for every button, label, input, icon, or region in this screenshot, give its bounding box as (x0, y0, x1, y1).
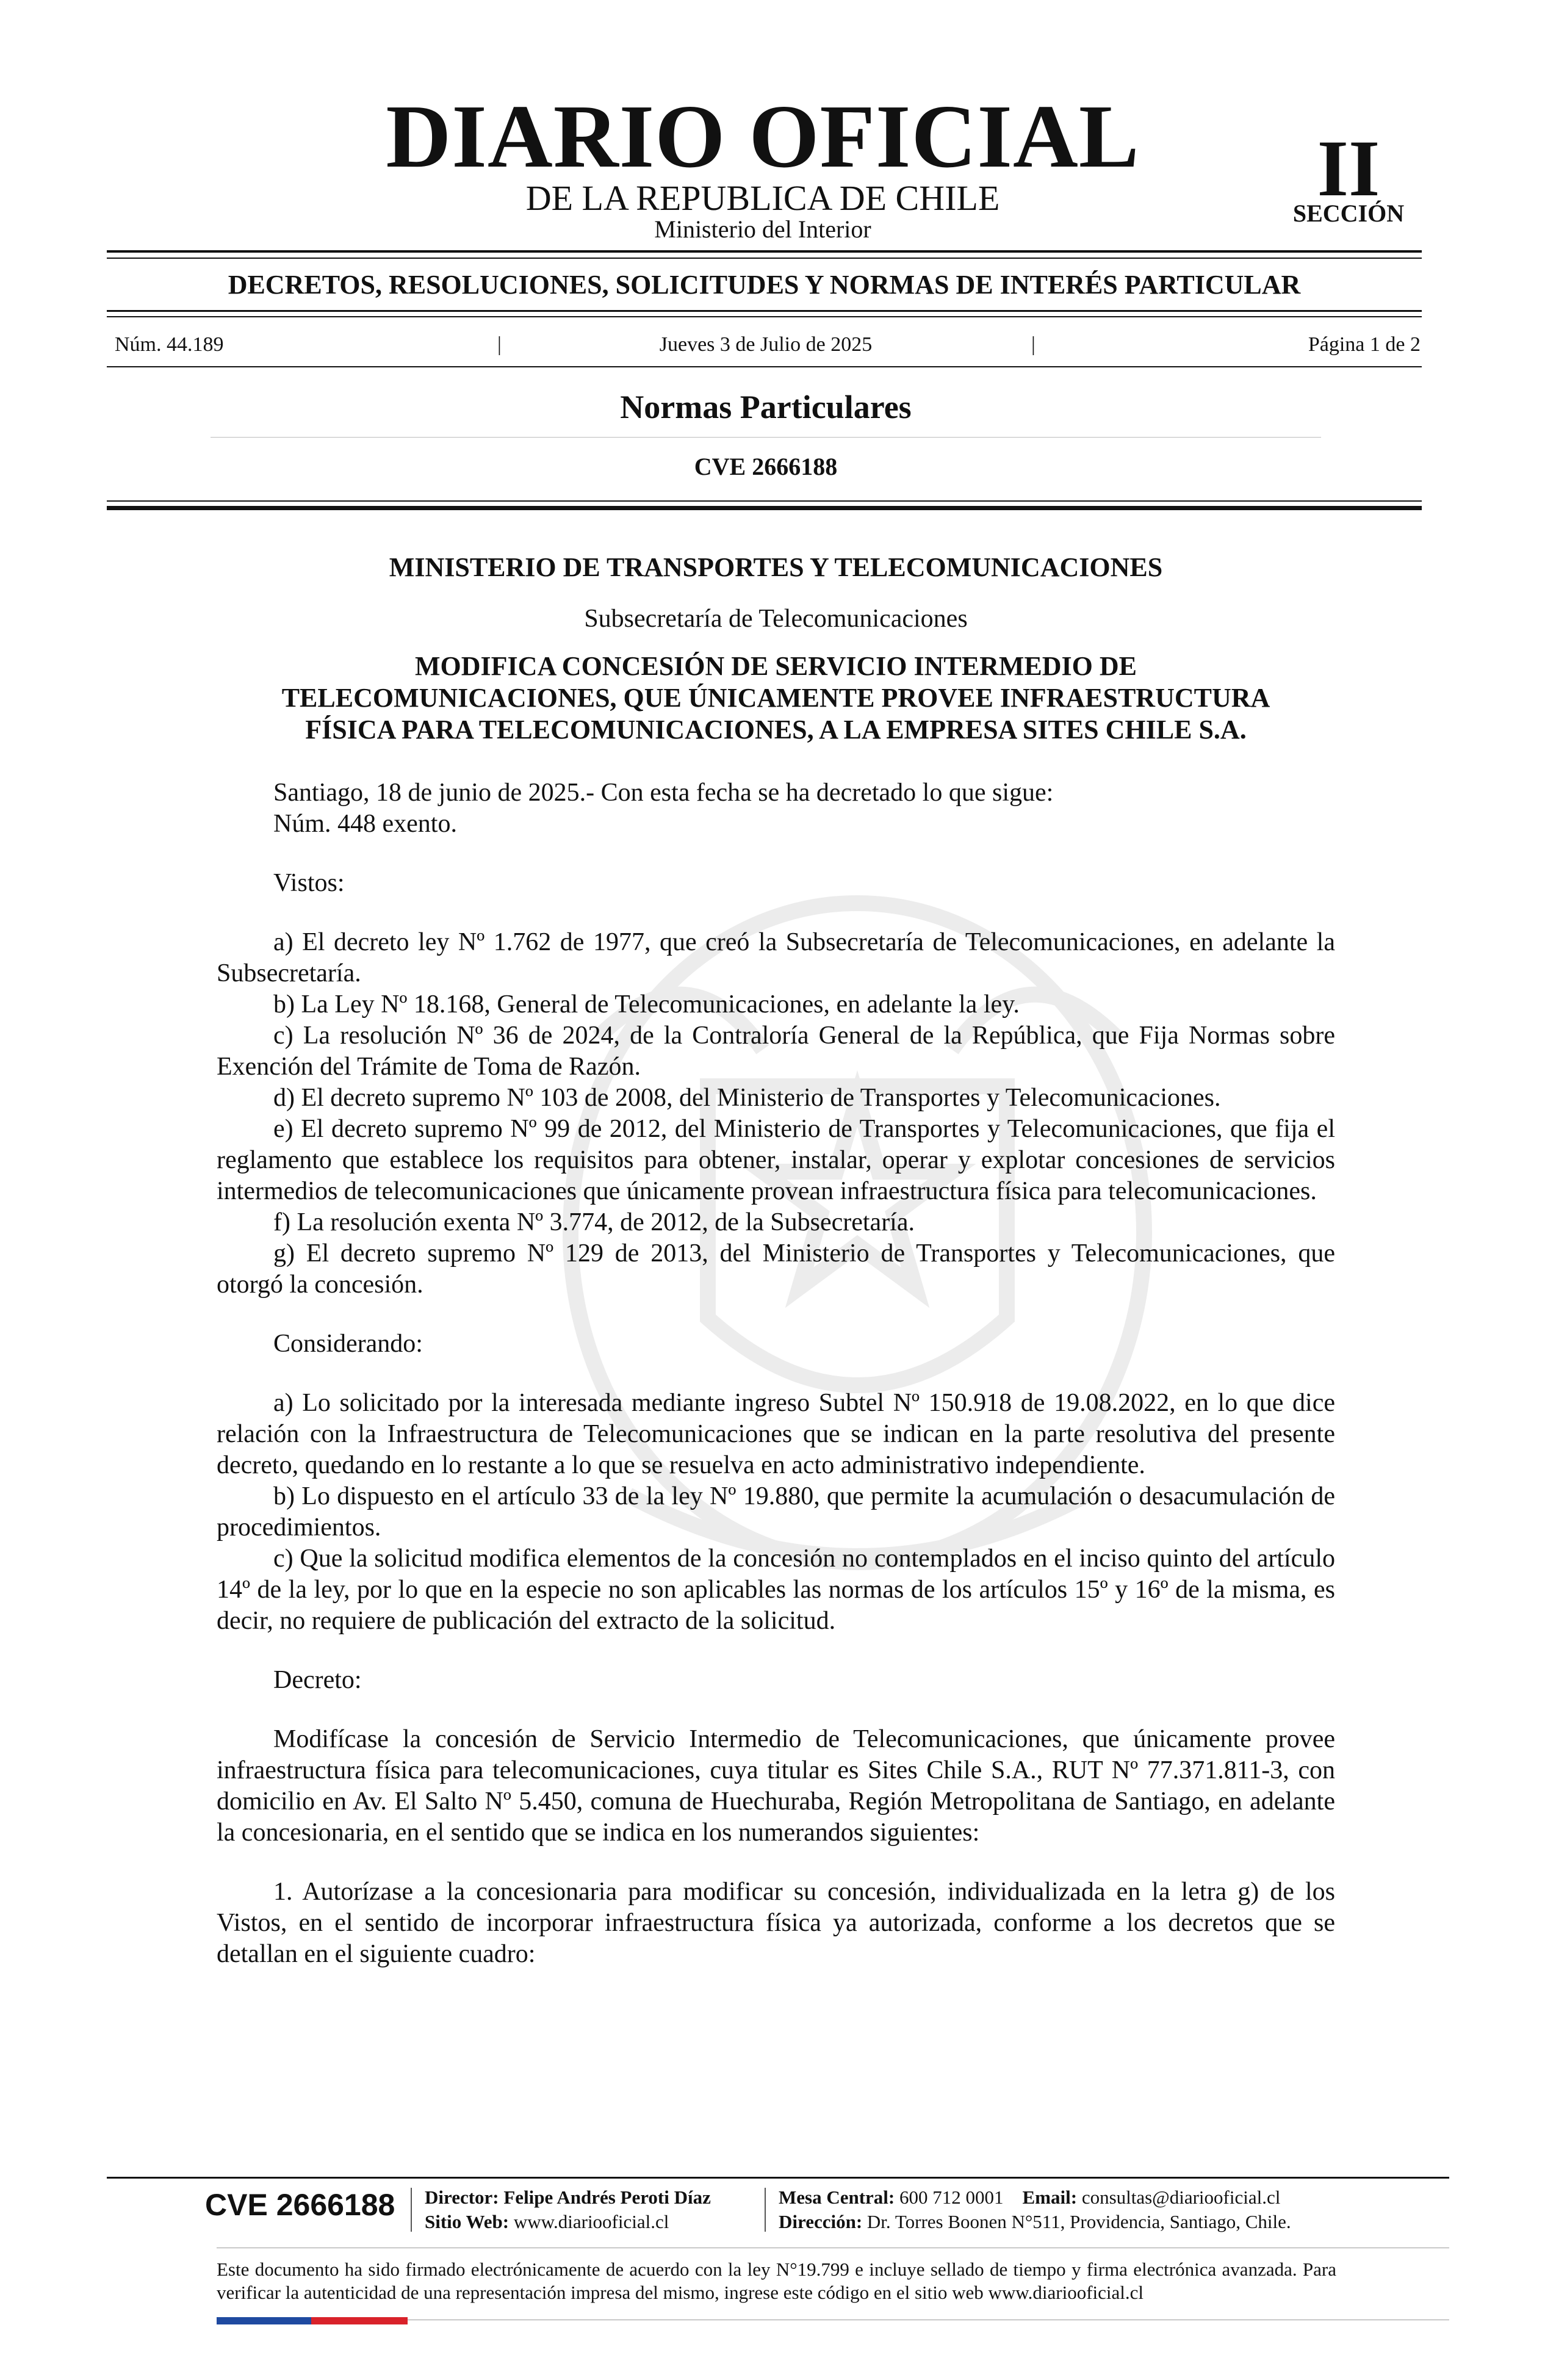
vistos-item: a) El decreto ley Nº 1.762 de 1977, que creó la Subsecretaría de Telecomunicaciones, en adelante la Subsecretaría. (217, 928, 1335, 987)
footer-director (425, 2186, 711, 2209)
issue-date: Jueves 3 de Julio de 2025 (659, 333, 873, 356)
section-label: SECCIÓN (1292, 200, 1405, 227)
cve-code: CVE 2666188 (694, 453, 838, 480)
section-title: Normas Particulares (620, 389, 912, 425)
section-number: II (1317, 123, 1380, 213)
header-bottom-rule (107, 500, 1422, 502)
vistos-item: f) La resolución exenta Nº 3.774, de 2012, de la Subsecretaría. (273, 1208, 915, 1236)
considerando-item: b) Lo dispuesto en el artículo 33 de la ley Nº 19.880, que permite la acumulación o desacumulación de procedimientos. (217, 1482, 1335, 1542)
info-separator: | (1031, 333, 1036, 356)
phone-value: 600 712 0001 (899, 2187, 1004, 2208)
email-label: Email: (1022, 2187, 1078, 2208)
decreto-item: 1. Autorízase a la concesionaria para modificar su concesión, individualizada en la letra g) de los Vistos, en el sentido de incorporar infraestructura física ya autorizada, conforme a los decretos que se detallan en el siguiente cuadro: (217, 1878, 1335, 1968)
decree-number: Núm. 448 exento. (273, 810, 457, 838)
header-bottom-rule-thick (107, 506, 1422, 510)
director-label: Director: (425, 2187, 499, 2208)
newspaper-title: DIARIO OFICIAL (386, 87, 1140, 187)
considerando-item: c) Que la solicitud modifica elementos de la concesión no contemplados en el inciso quinto del artículo 14º de la ley, por lo que en la especie no son aplicables las normas de los artículos 15º y 16º de la misma, es decir, no requiere de publicación del extracto de la solicitud. (217, 1545, 1335, 1635)
vistos-item: c) La resolución Nº 36 de 2024, de la Contraloría General de la República, que Fija Normas sobre Exención del Trámite de Toma de Razón. (217, 1022, 1335, 1081)
vistos-item: d) El decreto supremo Nº 103 de 2008, del Ministerio de Transportes y Telecomunicaciones. (273, 1084, 1221, 1112)
director-name: Felipe Andrés Peroti Díaz (503, 2187, 711, 2208)
footer-divider (765, 2188, 766, 2232)
website-link[interactable]: www.diariooficial.cl (513, 2211, 669, 2232)
newspaper-subtitle: DE LA REPUBLICA DE CHILE (525, 178, 1000, 218)
banner-rule (107, 310, 1422, 312)
masthead-rule-thin (107, 258, 1422, 259)
masthead-rule (107, 250, 1422, 253)
banner-rule-thin (107, 316, 1422, 317)
vistos-item: b) La Ley Nº 18.168, General de Telecomunicaciones, en adelante la ley. (273, 990, 1020, 1019)
footer-website (425, 2210, 669, 2234)
ministry-heading: MINISTERIO DE TRANSPORTES Y TELECOMUNICACIONES (389, 552, 1163, 582)
issue-number: Núm. 44.189 (115, 333, 224, 356)
decree-intro: Santiago, 18 de junio de 2025.- Con esta fecha se ha decretado lo que sigue: (273, 779, 1054, 807)
info-rule (107, 366, 1422, 367)
website-label: Sitio Web: (425, 2211, 510, 2232)
decree-title-line: TELECOMUNICACIONES, QUE ÚNICAMENTE PROVEE INFRAESTRUCTURA (281, 683, 1270, 713)
info-separator: | (497, 333, 502, 356)
decreto-paragraph: Modifícase la concesión de Servicio Intermedio de Telecomunicaciones, que únicamente provee infraestructura física para telecomunicaciones, cuya titular es Sites Chile S.A., RUT Nº 77.371.811-3, con domicilio en Av. El Salto Nº 5.450, comuna de Huechuraba, Región Metropolitana de Santiago, en adelante la concesionaria, en el sentido que se indica en los numerandos siguientes: (217, 1725, 1335, 1847)
footer-address (779, 2210, 1291, 2234)
document-body (217, 549, 1335, 1970)
decree-title-line: FÍSICA PARA TELECOMUNICACIONES, A LA EMPRESA SITES CHILE S.A. (305, 715, 1247, 745)
newspaper-ministry: Ministerio del Interior (654, 215, 871, 243)
vistos-heading: Vistos: (273, 869, 345, 897)
address-value: Dr. Torres Boonen N°511, Providencia, Santiago, Chile. (866, 2211, 1291, 2232)
vistos-item: g) El decreto supremo Nº 129 de 2013, del Ministerio de Transportes y Telecomunicaciones, que otorgó la concesión. (217, 1239, 1335, 1299)
email-link[interactable]: consultas@diariooficial.cl (1081, 2187, 1281, 2208)
footer-divider (411, 2188, 412, 2232)
decree-title-line: MODIFICA CONCESIÓN DE SERVICIO INTERMEDIO DE (415, 651, 1137, 681)
footer-cve-code: CVE 2666188 (205, 2188, 395, 2222)
subsecretaria-heading: Subsecretaría de Telecomunicaciones (584, 605, 968, 633)
flag-stripe-red (311, 2317, 408, 2324)
flag-stripe-blue (217, 2317, 311, 2324)
footer-signature-note: Este documento ha sido firmado electrónicamente de acuerdo con la ley N°19.799 e incluye sellado de tiempo y firma electrónica avanzada. Para verificar la autenticidad de una representación impresa del mismo, ingrese este código en el sitio web www.diariooficial.cl (217, 2259, 1336, 2303)
section-title-rule (211, 437, 1321, 438)
phone-label: Mesa Central: (779, 2187, 895, 2208)
address-label: Dirección: (779, 2211, 863, 2232)
footer-contact (779, 2186, 1280, 2209)
decreto-heading: Decreto: (273, 1666, 362, 1694)
page-indicator: Página 1 de 2 (1308, 333, 1421, 356)
vistos-item: e) El decreto supremo Nº 99 de 2012, del Ministerio de Transportes y Telecomunicaciones, que fija el reglamento que establece los requisitos para obtener, instalar, operar y explotar concesiones de servicios intermedios de telecomunicaciones que únicamente provean infraestructura física para telecomunicaciones. (217, 1115, 1335, 1205)
footer-rule (107, 2177, 1449, 2179)
considerando-item: a) Lo solicitado por la interesada mediante ingreso Subtel Nº 150.918 de 19.08.2022, en lo que dice relación con la Infraestructura de Telecomunicaciones que se indican en la parte resolutiva del presente decreto, quedando en lo restante a lo que se resuelva en acto administrativo independiente. (217, 1389, 1335, 1479)
considerando-heading: Considerando: (273, 1330, 423, 1358)
category-banner: DECRETOS, RESOLUCIONES, SOLICITUDES Y NORMAS DE INTERÉS PARTICULAR (228, 270, 1301, 300)
decree-title (217, 651, 1335, 746)
